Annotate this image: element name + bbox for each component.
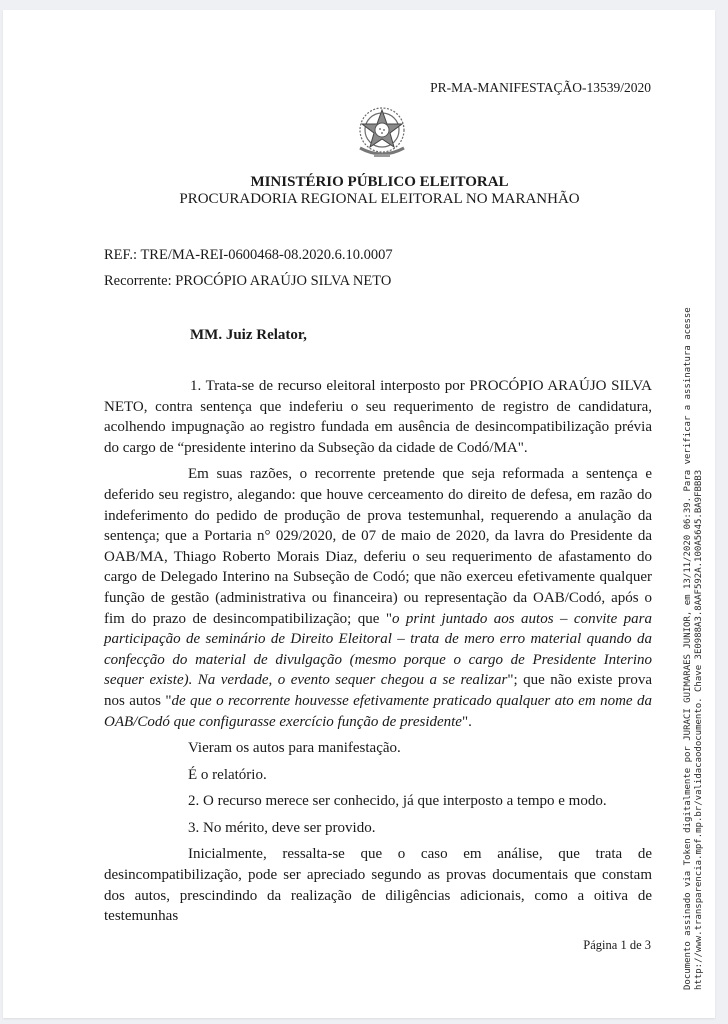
paragraph-2-text-c: ". [461, 713, 472, 730]
institution-subtitle: PROCURADORIA REGIONAL ELEITORAL NO MARANHÃO [179, 191, 580, 207]
document-body [104, 376, 652, 927]
digital-signature-note [683, 230, 705, 990]
institution-title: MINISTÉRIO PÚBLICO ELEITORAL [250, 174, 509, 190]
case-reference: REF.: TRE/MA-REI-0600468-08.2020.6.10.0007 [104, 247, 393, 263]
paragraph-2 [104, 464, 652, 732]
coat-of-arms-icon [348, 102, 416, 164]
paragraph-2-text-b: "; que não existe prova nos autos " [104, 672, 653, 709]
paragraph-2-quote-2: de que o recorrente houvesse efetivamente praticado qualquer ato em nome da OAB/Codó que configurasse exercício função de presidente [104, 692, 652, 730]
signature-note-line-2[interactable]: http://www.transparencia.mpf.mp.br/validacaodocumento. Chave 3E0988A3.8AAF592A.100A5645.BA9FBBB3 [694, 469, 704, 990]
paragraph-2-text-a: Em suas razões, o recorrente pretende que seja reformada a sentença e deferido seu registro, alegando: que houve cerceamento do direito de defesa, em razão do indeferimento do pedido de produção de prova testemunhal, requerendo a anulação da sentença; que a Portaria n° 029/2020, de 07 de maio de 2020, da lavra do Presidente da OAB/MA, Thiago Roberto Morais Diaz, deferiu o seu requerimento de afastamento do cargo de Delegado Interino na Subseção de Codó; que não exerceu efetivamente qualquer função de gestão (administrativa ou financeira) ou representação da OAB/Codó, após o fim do prazo de desincompatibilização; que " [104, 466, 652, 627]
paragraph-6: 3. No mérito, deve ser provido. [188, 819, 376, 836]
document-page [3, 10, 715, 1018]
appellant-name: Recorrente: PROCÓPIO ARAÚJO SILVA NETO [104, 273, 392, 289]
salutation: MM. Juiz Relator, [190, 327, 307, 343]
page-number: Página 1 de 3 [583, 938, 651, 952]
paragraph-7: Inicialmente, ressalta-se que o caso em análise, que trata de desincompatibilização, pode ser apreciado segundo as provas documentais que constam dos autos, prescindindo da realização de diligências adicionais, como a oitiva de testemunhas [104, 846, 652, 925]
paragraph-2-quote-1: o print juntado aos autos – convite para participação de seminário de Direito Eleitoral – trata de mero erro material quando da confecção do material de divulgação (mesmo porque o cargo de Presidente Interino sequer existe). Na verdade, o evento sequer chegou a se realizar [104, 610, 652, 689]
paragraph-1: 1. Trata-se de recurso eleitoral interposto por PROCÓPIO ARAÚJO SILVA NETO, contra sentença que indeferiu o seu requerimento de registro de candidatura, acolhendo impugnação ao registro fundada em ausência de desincompatibilização prévia do cargo de “presidente interino da Subseção da cidade de Codó/MA". [104, 378, 652, 456]
paragraph-3: Vieram os autos para manifestação. [188, 740, 401, 757]
paragraph-5: 2. O recurso merece ser conhecido, já que interposto a tempo e modo. [188, 793, 607, 810]
document-id: PR-MA-MANIFESTAÇÃO-13539/2020 [430, 80, 651, 95]
signature-note-line-1: Documento assinado via Token digitalmente por JURACI GUIMARAES JUNIOR, em 13/11/2020 06:39. Para verificar a assinatura acesse [683, 307, 693, 990]
paragraph-4: É o relatório. [188, 766, 267, 783]
institution-header [3, 174, 728, 208]
